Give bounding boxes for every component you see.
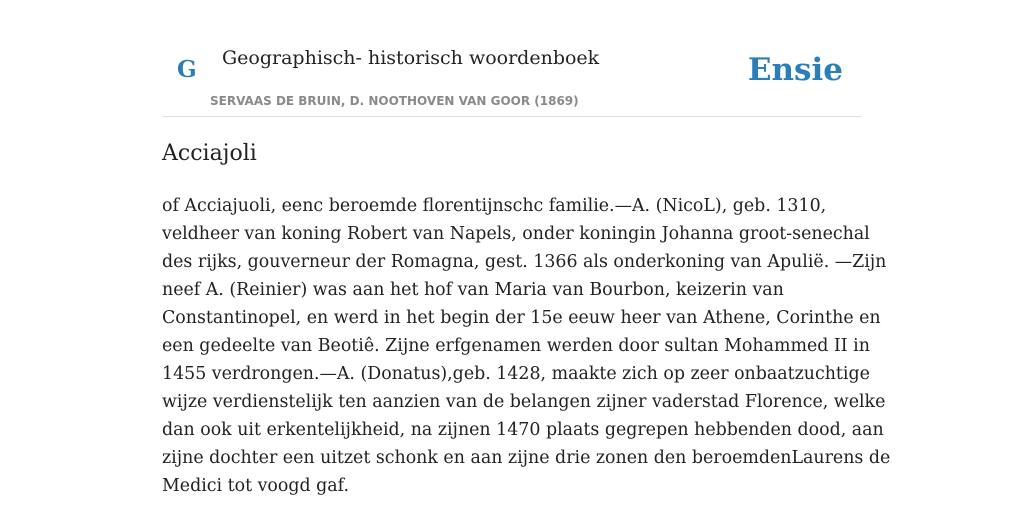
book-letter-logo[interactable]: G — [177, 56, 197, 83]
brand-logo-link[interactable]: Ensie — [747, 52, 843, 88]
book-header — [162, 0, 862, 117]
entry-title: Acciajoli — [162, 141, 257, 166]
book-title-link[interactable]: Geographisch- historisch woordenboek — [222, 47, 600, 69]
entry-body: of Acciajuoli, eenc beroemde florentijnschc familie.—A. (NicoL), geb. 1310, veldheer van koning Robert van Napels, onder koningin Johanna groot-senechal des rijks, gouverneur der Romagna, gest. 1366 als onderkoning van Apulië. —Zijn neef A. (Reinier) was aan het hof van Maria van Bourbon, keizerin van Constantinopel, en werd in het begin der 15e eeuw heer van Athene, Corinthe en een gedeelte van Beotiê. Zijne erfgenamen werden door sultan Mohammed II in 1455 verdrongen.—A. (Donatus),geb. 1428, maakte zich op zeer onbaatzuchtige wijze verdienstelijk ten aanzien van de belangen zijner vaderstad Florence, welke dan ook uit erkentelijkheid, na zijnen 1470 plaats gegrepen hebbenden dood, aan zijne dochter een uitzet schonk en aan zijne drie zonen den beroemdenLaurens de Medici tot voogd gaf. — [162, 196, 891, 496]
book-author: SERVAAS DE BRUIN, D. NOOTHOVEN VAN GOOR (1869) — [210, 94, 579, 108]
